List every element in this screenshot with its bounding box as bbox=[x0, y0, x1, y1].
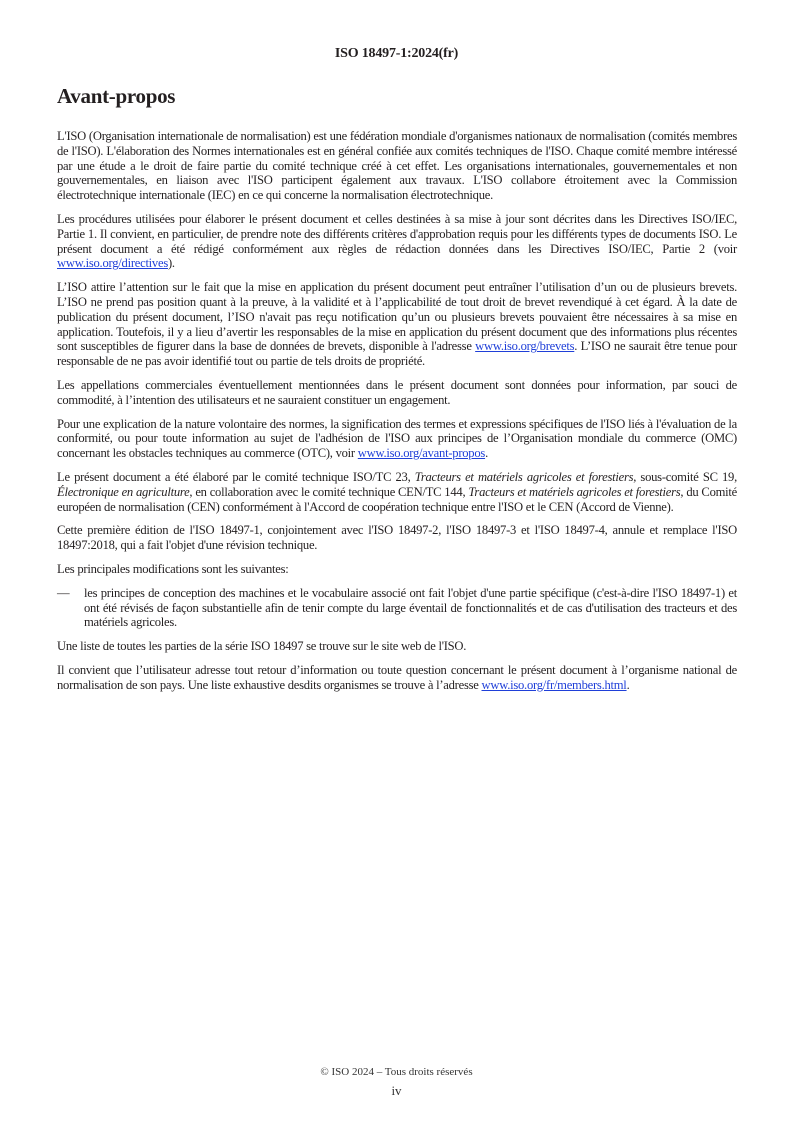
copyright-footer: © ISO 2024 – Tous droits réservés bbox=[320, 1066, 473, 1078]
paragraph-edition: Cette première édition de l'ISO 18497-1, conjointement avec l'ISO 18497-2, l'ISO 18497-3 et l'ISO 18497-4, annule et remplace l'ISO 18497:2018, qui a fait l'objet d'une révision technique. bbox=[57, 523, 737, 553]
paragraph-changes-intro: Les principales modifications sont les suivantes: bbox=[57, 561, 289, 576]
paragraph-text: , du Comité européen de normalisation (CEN) conformément à l'Accord de coopération technique entre l'ISO et le CEN (Accord de Vienne). bbox=[57, 484, 737, 514]
paragraph-text: . L’ISO ne saurait être tenue pour responsable de ne pas avoir identifié tout ou partie de tels droits de propriété. bbox=[57, 339, 737, 369]
foreword-body bbox=[57, 129, 737, 702]
committee-title: Tracteurs et matériels agricoles et forestiers bbox=[414, 469, 634, 484]
members-link[interactable]: www.iso.org/fr/members.html bbox=[481, 677, 627, 692]
paragraph-feedback bbox=[57, 663, 737, 693]
directives-link[interactable]: www.iso.org/directives bbox=[57, 256, 168, 271]
paragraph-text: Il convient que l’utilisateur adresse tout retour d’information ou toute question concernant le présent document à l’organisme national de normalisation de son pays. Une liste exhaustive desdits organismes se trouve à l’adresse bbox=[57, 662, 737, 692]
cen-committee-title: Tracteurs et matériels agricoles et forestiers bbox=[468, 484, 681, 499]
patents-link[interactable]: www.iso.org/brevets bbox=[475, 339, 575, 354]
page-number: iv bbox=[391, 1083, 402, 1098]
subcommittee-title: Électronique en agriculture bbox=[57, 484, 190, 499]
paragraph-text: Pour une explication de la nature volontaire des normes, la signification des termes et expressions spécifiques de l'ISO liés à l'évaluation de la conformité, ou pour toute information au sujet de l'adhésion de l'ISO aux principes de l’Organisation mondiale du commerce (OMC) concernant les obstacles techniques au commerce (OTC), voir bbox=[57, 416, 737, 461]
paragraph-committee bbox=[57, 470, 737, 514]
list-item bbox=[57, 586, 737, 630]
paragraph-text: . bbox=[626, 677, 630, 692]
paragraph-text: , sous-comité SC 19, bbox=[633, 469, 737, 484]
paragraph-text: Les procédures utilisées pour élaborer le présent document et celles destinées à sa mise à jour sont décrites dans les Directives ISO/IEC, Partie 1. Il convient, en particulier, de prendre note des différents critères d'approbation requis pour les différents types de documents ISO. Le présent document a été rédigé conformément aux règles de rédaction données dans les Directives ISO/IEC, Partie 2 (voir bbox=[57, 211, 737, 256]
paragraph-iso-overview: L'ISO (Organisation internationale de normalisation) est une fédération mondiale d'organismes nationaux de normalisation (comités membres de l'ISO). L'élaboration des Normes internationales est en général confiée aux comités techniques de l'ISO. Chaque comité membre intéressé par une étude a le droit de faire partie du comité technique créé à cet effet. Les organisations internationales, gouvernementales et non gouvernementales, en liaison avec l'ISO participent également aux travaux. L'ISO collabore étroitement avec la Commission électrotechnique internationale (IEC) en ce qui concerne la normalisation électrotechnique. bbox=[57, 129, 737, 203]
section-title: Avant-propos bbox=[57, 84, 176, 108]
paragraph-text: L’ISO attire l’attention sur le fait que la mise en application du présent document peut entraîner l’utilisation d’un ou de plusieurs brevets. L’ISO ne prend pas position quant à la preuve, à la validité et à l’applicabilité de tout droit de brevet revendiqué à cet égard. À la date de publication du présent document, l’ISO n'avait pas reçu notification qu’un ou plusieurs brevets pouvaient être nécessaires à sa mise en application. Toutefois, il y a lieu d’avertir les responsables de la mise en application du présent document que des informations plus récentes sont susceptibles de figurer dans la base de données de brevets, disponible à l'adresse bbox=[57, 280, 737, 354]
paragraph-text: , en collaboration avec le comité technique CEN/TC 144, bbox=[189, 484, 469, 499]
paragraph-procedures bbox=[57, 212, 737, 271]
paragraph-text: ). bbox=[167, 256, 175, 271]
paragraph-text: . bbox=[485, 446, 488, 461]
list-item-text: les principes de conception des machines et le vocabulaire associé ont fait l'objet d'une partie spécifique (c'est-à-dire l'ISO 18497-1) et ont été révisés de façon substantielle afin de tenir compte du large éventail de fonctionnalités et de cas d'utilisation des tracteurs et des matériels agricoles. bbox=[84, 585, 737, 630]
paragraph-series-list: Une liste de toutes les parties de la série ISO 18497 se trouve sur le site web de l'ISO. bbox=[57, 639, 467, 654]
dash-bullet: — bbox=[57, 585, 70, 600]
paragraph-voluntary-nature bbox=[57, 417, 737, 461]
paragraph-patents bbox=[57, 280, 737, 369]
foreword-link[interactable]: www.iso.org/avant-propos bbox=[357, 446, 486, 461]
paragraph-trade-names: Les appellations commerciales éventuellement mentionnées dans le présent document sont données pour information, par souci de commodité, à l’intention des utilisateurs et ne sauraient constituer un engagement. bbox=[57, 377, 737, 407]
document-header: ISO 18497-1:2024(fr) bbox=[334, 46, 459, 61]
paragraph-text: Le présent document a été élaboré par le comité technique ISO/TC 23, bbox=[57, 469, 415, 484]
